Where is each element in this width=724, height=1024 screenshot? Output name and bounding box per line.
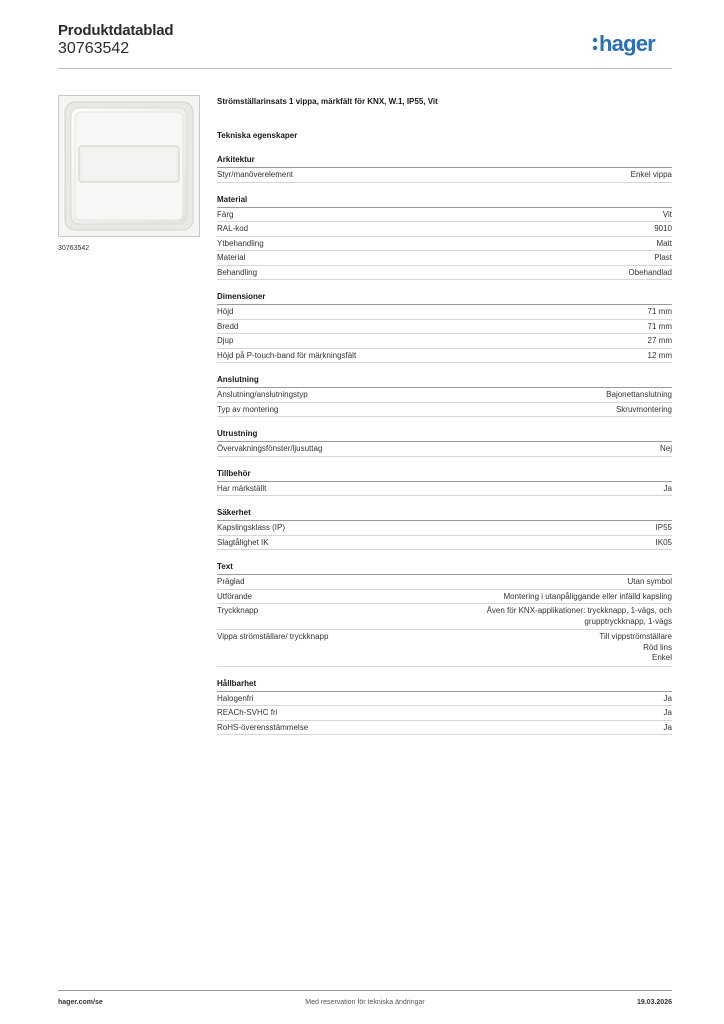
spec-group [217,292,672,363]
spec-group [217,469,672,497]
spec-row [217,482,672,497]
spec-value: 71 mm [647,321,672,331]
spec-row [217,388,672,403]
spec-value: 12 mm [647,350,672,360]
spec-value: 27 mm [647,336,672,345]
spec-value: Nej [659,444,672,453]
spec-row [217,536,672,551]
spec-group-title: Utrustning [217,429,672,442]
spec-label: Höjd på P-touch-band för märkningsfält [217,350,357,360]
footer-website[interactable]: hager.com/se [58,999,103,1006]
spec-value: Utan symbol [627,577,672,586]
section-title: Tekniska egenskaper [217,131,298,140]
spec-group-title: Anslutning [217,375,672,388]
spec-row [217,349,672,364]
spec-row [217,692,672,707]
spec-row [217,208,672,223]
spec-label: Övervakningsfönster/ljusuttag [217,444,323,453]
spec-group-title: Text [217,562,672,575]
spec-row [217,706,672,721]
spec-value: Även för KNX-applikationer: tryckknapp, 1-vägs, och grupptryckknapp, 1-vägs [486,606,672,626]
logo-wordmark: hager [599,31,655,56]
spec-label: Bredd [217,321,239,331]
spec-row [217,442,672,457]
spec-label: Vippa strömställare/ tryckknapp [217,632,329,641]
spec-label: Material [217,253,246,262]
footer-divider [58,990,672,991]
spec-group [217,508,672,550]
product-name: Strömställarinsats 1 vippa, märkfält för KNX, W.1, IP55, Vit [217,97,438,106]
spec-value: Matt [656,238,672,248]
spec-row [217,575,672,590]
footer-date: 19.03.2026 [636,999,672,1006]
spec-row [217,721,672,736]
spec-row [217,403,672,418]
switch-illustration [59,96,199,236]
spec-value: Bajonettanslutning [606,390,672,399]
spec-label: Kapslingsklass (IP) [217,523,286,532]
spec-label: Slagtålighet IK [217,537,269,547]
spec-content [217,97,672,735]
spec-row [217,590,672,605]
spec-value: Vit [662,209,672,219]
spec-value: Ja [663,483,672,493]
spec-value: Ja [663,693,672,703]
spec-group [217,195,672,281]
spec-group [217,679,672,736]
spec-row [217,222,672,237]
spec-group-title: Arkitektur [217,155,672,168]
spec-label: Har märkställt [217,483,267,493]
spec-groups [217,155,672,735]
spec-label: Behandling [217,267,258,277]
spec-group-title: Säkerhet [217,508,672,521]
spec-value: Plast [654,253,672,262]
spec-group [217,429,672,457]
spec-row [217,237,672,252]
spec-row [217,251,672,266]
spec-value: 71 mm [647,307,672,316]
spec-value: Montering i utanpåliggande eller infälld kapsling [503,591,672,601]
spec-row [217,168,672,183]
spec-label: Utförande [217,591,253,601]
spec-row [217,305,672,320]
spec-row [217,266,672,281]
page-header [58,22,672,70]
spec-value: Enkel vippa [630,170,672,179]
spec-value: Skruvmontering [615,404,672,414]
document-number: 30763542 [58,40,130,57]
spec-label: Typ av montering [217,404,279,414]
hager-logo [592,28,672,58]
spec-value: Ja [663,722,672,732]
spec-value: 9010 [654,224,672,233]
spec-value: Obehandlad [628,267,672,277]
spec-row [217,320,672,335]
spec-row [217,604,672,630]
spec-row [217,630,672,667]
header-divider [58,68,672,69]
spec-label: Styr/manöverelement [217,170,294,179]
spec-group-title: Hållbarhet [217,679,672,692]
document-title: Produktdatablad [58,22,174,39]
spec-value: Ja [663,708,672,717]
spec-label: Anslutning/anslutningstyp [217,390,308,399]
product-image [58,95,200,237]
spec-group [217,562,672,667]
spec-label: RoHS-överensstämmelse [217,722,309,732]
spec-group [217,375,672,417]
spec-label: RAL-kod [217,224,249,233]
spec-value: IK05 [655,537,672,547]
spec-group [217,155,672,183]
spec-label: Djup [217,336,234,345]
spec-row [217,521,672,536]
spec-value: Till vippströmställare Röd lins Enkel [599,632,672,662]
image-caption: 30763542 [58,245,90,252]
spec-label: Höjd [217,307,234,316]
spec-label: Präglad [217,577,245,586]
spec-label: Ytbehandling [217,238,264,248]
spec-label: Färg [217,209,234,219]
footer-disclaimer: Med reservation för tekniska ändringar [305,999,425,1006]
spec-label: REACh-SVHC fri [217,708,278,717]
spec-label: Halogenfri [217,693,254,703]
spec-label: Tryckknapp [217,606,259,615]
spec-group-title: Tillbehör [217,469,672,482]
spec-value: IP55 [655,523,672,532]
spec-group-title: Material [217,195,672,208]
spec-group-title: Dimensioner [217,292,672,305]
spec-row [217,334,672,349]
